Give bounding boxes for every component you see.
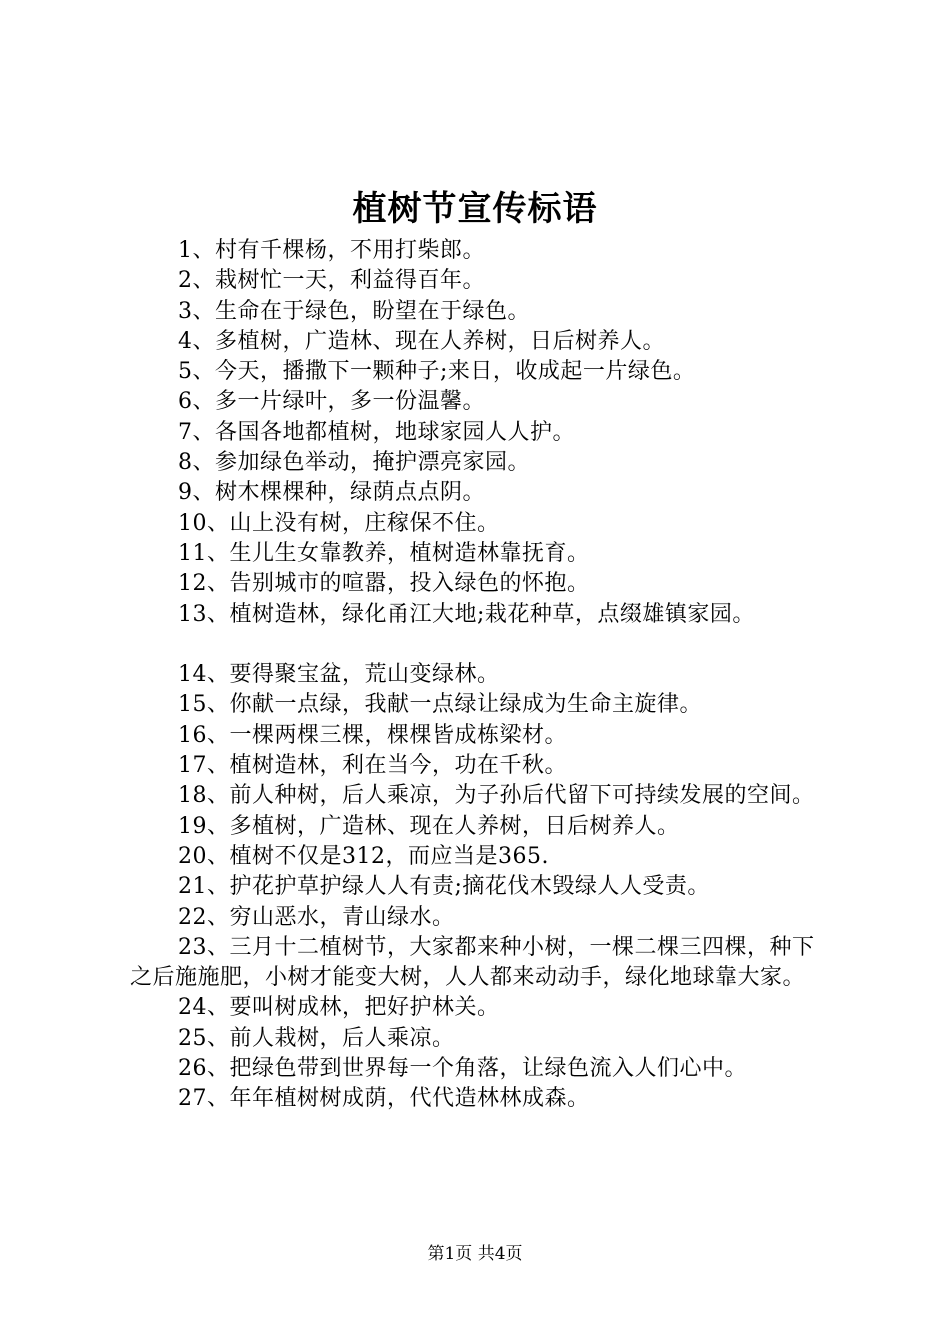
page-title: 植树节宣传标语	[352, 189, 598, 229]
page-footer: 第1页 共4页	[427, 1244, 523, 1264]
slogan-list	[130, 236, 835, 1115]
slogan-item: 4、多植树，广造林、现在人养树，日后树养人。	[178, 328, 665, 354]
slogan-item: 3、生命在于绿色，盼望在于绿色。	[178, 298, 530, 324]
slogan-item: 16、一棵两棵三棵，棵棵皆成栋梁材。	[178, 722, 567, 748]
slogan-item: 26、把绿色带到世界每一个角落，让绿色流入人们心中。	[178, 1056, 747, 1082]
slogan-item: 13、植树造林，绿化甬江大地;栽花种草，点缀雄镇家园。	[178, 601, 755, 627]
slogan-item: 9、树木棵棵种，绿荫点点阴。	[178, 480, 485, 506]
slogan-item: 27、年年植树树成荫，代代造林林成森。	[178, 1086, 590, 1112]
slogan-item: 17、植树造林，利在当今，功在千秋。	[178, 753, 567, 779]
slogan-item: 1、村有千棵杨，不用打柴郎。	[178, 238, 485, 263]
slogan-item: 7、各国各地都植树，地球家园人人护。	[178, 419, 575, 445]
slogan-item: 12、告别城市的喧嚣，投入绿色的怀抱。	[178, 571, 590, 597]
slogan-item: 21、护花护草护绿人人有责;摘花伐木毁绿人人受责。	[178, 874, 710, 900]
slogan-item: 14、要得聚宝盆，荒山变绿林。	[178, 662, 500, 688]
slogan-item: 11、生儿生女靠教养，植树造林靠抚育。	[178, 540, 590, 566]
slogan-item: 22、穷山恶水，青山绿水。	[178, 904, 455, 930]
slogan-item: 8、参加绿色举动，掩护漂亮家园。	[178, 450, 530, 476]
slogan-item: 18、前人种树，后人乘凉，为子孙后代留下可持续发展的空间。	[178, 783, 815, 809]
slogan-item: 19、多植树，广造林、现在人养树，日后树养人。	[178, 813, 680, 839]
slogan-item: 10、山上没有树，庄稼保不住。	[178, 510, 500, 536]
slogan-item: 15、你献一点绿，我献一点绿让绿成为生命主旋律。	[178, 692, 702, 718]
slogan-item: 23、三月十二植树节，大家都来种小树，一棵二棵三四棵，种下之后施施肥，小树才能变大树，人人都来动动手，绿化地球靠大家。	[130, 934, 815, 991]
slogan-item: 5、今天，播撒下一颗种子;来日，收成起一片绿色。	[178, 359, 696, 385]
slogan-item: 20、植树不仅是312，而应当是365.	[178, 843, 549, 869]
slogan-item: 24、要叫树成林，把好护林关。	[178, 995, 500, 1021]
slogan-item: 25、前人栽树，后人乘凉。	[178, 1025, 455, 1051]
slogan-item: 6、多一片绿叶，多一份温馨。	[178, 389, 485, 415]
slogan-item: 2、栽树忙一天，利益得百年。	[178, 268, 485, 294]
